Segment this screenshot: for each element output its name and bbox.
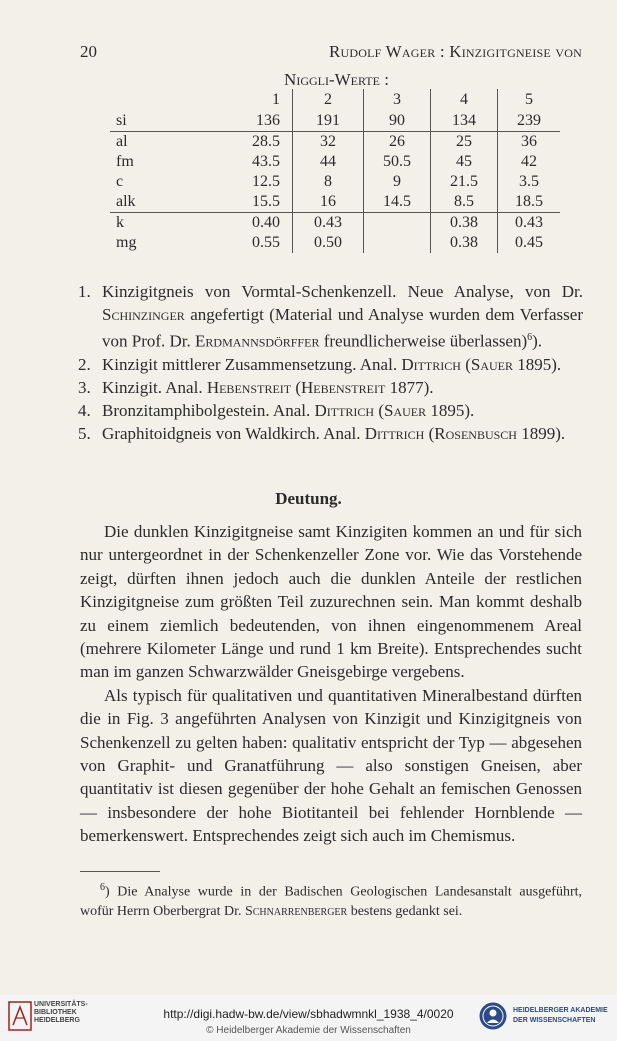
table-cell: 43.5 <box>210 152 293 172</box>
table-header-row <box>110 89 560 111</box>
list-item: 4. Bronzitamphibolgestein. Anal. Dittrich (Sauer 1895). <box>78 400 475 420</box>
row-label: k <box>110 213 210 234</box>
copyright-notice: © Heidelberger Akademie der Wissenschaften <box>206 1025 411 1036</box>
table-cell: 0.45 <box>515 234 543 251</box>
column-header: 3 <box>364 89 431 111</box>
table-cell: 36 <box>498 132 561 153</box>
row-label: c <box>116 173 124 190</box>
table-cell: 21.5 <box>431 172 498 192</box>
table-cell: 134 <box>431 111 498 132</box>
table-cell: 0.40 <box>210 213 293 234</box>
table-cell: 3.5 <box>519 173 539 190</box>
column-header: 2 <box>293 89 364 111</box>
table-title: Niggli-Werte : <box>284 70 389 89</box>
table-cell: 12.5 <box>210 172 293 192</box>
footnote: $^6$) Die Analyse wurde in der Badischen Geologischen Landesanstalt ausgeführt, wofür Herrn Oberbergrat Dr. Schnarrenberger bestens gedankt sei. <box>80 882 582 919</box>
table-cell: 0.43 <box>293 213 364 234</box>
table-cell: 16 <box>293 192 364 213</box>
row-label: si <box>116 112 127 129</box>
running-header: Rudolf Wager : Kinzigitgneise von <box>329 42 582 61</box>
library-name: UNIVERSITÄTS- BIBLIOTHEK HEIDELBERG <box>34 1001 88 1024</box>
table-cell: 18.5 <box>515 193 543 210</box>
table-cell: 45 <box>431 152 498 172</box>
table-cell: 44 <box>293 152 364 172</box>
academy-name: HEIDELBERGER AKADEMIE DER WISSENSCHAFTEN <box>513 1007 608 1024</box>
table-cell: 0.43 <box>498 213 561 234</box>
list-item: 5. Graphitoidgneis von Waldkirch. Anal. Dittrich (Rosenbusch 1899). <box>78 423 566 443</box>
table-cell: 15.5 <box>210 192 293 213</box>
table-cell: 28.5 <box>210 132 293 153</box>
list-item: 2. Kinzigit mittlerer Zusammensetzung. Anal. Dittrich (Sauer 1895). <box>78 354 562 374</box>
table-cell: 25 <box>431 132 498 153</box>
table-cell: 136 <box>210 111 293 132</box>
table-row <box>110 213 560 234</box>
table-row <box>110 132 560 153</box>
table-cell: 239 <box>517 112 541 129</box>
table-cell <box>364 233 431 253</box>
list-item: 1. Kinzigitgneis von Vormtal-Schenkenzell. Neue Analyse, von Dr. Schinzinger angefertigt (Material und Analyse wurden dem Verfasser von Prof. Dr. Erdmannsdörffer freundlicherweise überlassen)$^6$). <box>78 282 583 351</box>
table-cell: 32 <box>293 132 364 153</box>
table-cell: 90 <box>364 111 431 132</box>
table-cell: 191 <box>293 111 364 132</box>
column-header: 1 <box>210 89 293 111</box>
row-label: al <box>110 132 210 153</box>
table-cell <box>364 213 431 234</box>
footnote-ref[interactable]: 6 <box>527 332 533 343</box>
academy-seal-icon <box>478 1001 508 1031</box>
table-row <box>110 111 560 132</box>
table-row <box>110 192 560 213</box>
paragraph: Als typisch für qualitativen und quantitativen Mineralbestand dürften die in Fig. 3 angeführten Analysen von Kinzigit und Kinzigitgneis von Schenkenzell zu gelten haben: qualitativ entspricht der Typ — abgesehen von Graphit- und Granatführung — also sonstigen Gneisen, aber quantitativ ist diesen gegenüber der hohe Gehalt an femischen Genossen — insbesondere der hohe Biotitanteil bei fehlender Hornblende — bemerkenswert. Entsprechendes zeigt sich auch im Chemismus. <box>80 685 582 846</box>
body-text <box>80 520 582 848</box>
table-cell: 50.5 <box>364 152 431 172</box>
table-cell: 9 <box>364 172 431 192</box>
permalink[interactable]: http://digi.hadw-bw.de/view/sbhadwmnkl_1938_4/0020 <box>163 1007 454 1021</box>
list-item: 3. Kinzigit. Anal. Hebenstreit (Hebenstreit 1877). <box>78 377 434 397</box>
analysis-notes <box>78 280 583 445</box>
table-cell: 0.38 <box>431 213 498 234</box>
table-row <box>110 172 560 192</box>
row-label: alk <box>116 193 136 210</box>
table-cell: 0.38 <box>431 233 498 253</box>
viewer-footer <box>0 995 617 1041</box>
page-number: 20 <box>80 42 97 61</box>
row-label: fm <box>116 153 134 170</box>
table-cell: 42 <box>521 153 537 170</box>
paragraph: Die dunklen Kinzigitgneise samt Kinzigiten kommen an und für sich nur untergeordnet in der Schenkenzeller Zone vor. Wie das Vorstehende zeigt, dürften ihnen jedoch auch die dunklen Anteile der restlichen Kinzigitgneise zum größten Teil zuzurechnen sein. Man kommt deshalb zu einem ziemlich bedeutenden, von ihnen eingenommenem Areal (mehrere Kilometer Länge und rund 1 km Breite). Entsprechendes sucht man im ganzen Schwarzwälder Gneisgebirge vergebens. <box>80 522 582 682</box>
table-cell: 0.55 <box>210 233 293 253</box>
table-row <box>110 152 560 172</box>
table-cell: 26 <box>364 132 431 153</box>
table-cell: 8.5 <box>431 192 498 213</box>
column-header: 4 <box>431 89 498 111</box>
row-label: mg <box>116 234 137 251</box>
footnote-divider <box>80 871 160 872</box>
table-row <box>110 233 560 253</box>
section-heading: Deutung. <box>275 489 342 508</box>
table-cell: 8 <box>293 172 364 192</box>
niggli-table <box>110 89 560 253</box>
table-cell: 0.50 <box>293 233 364 253</box>
column-header: 5 <box>525 91 533 108</box>
table-cell: 14.5 <box>364 192 431 213</box>
